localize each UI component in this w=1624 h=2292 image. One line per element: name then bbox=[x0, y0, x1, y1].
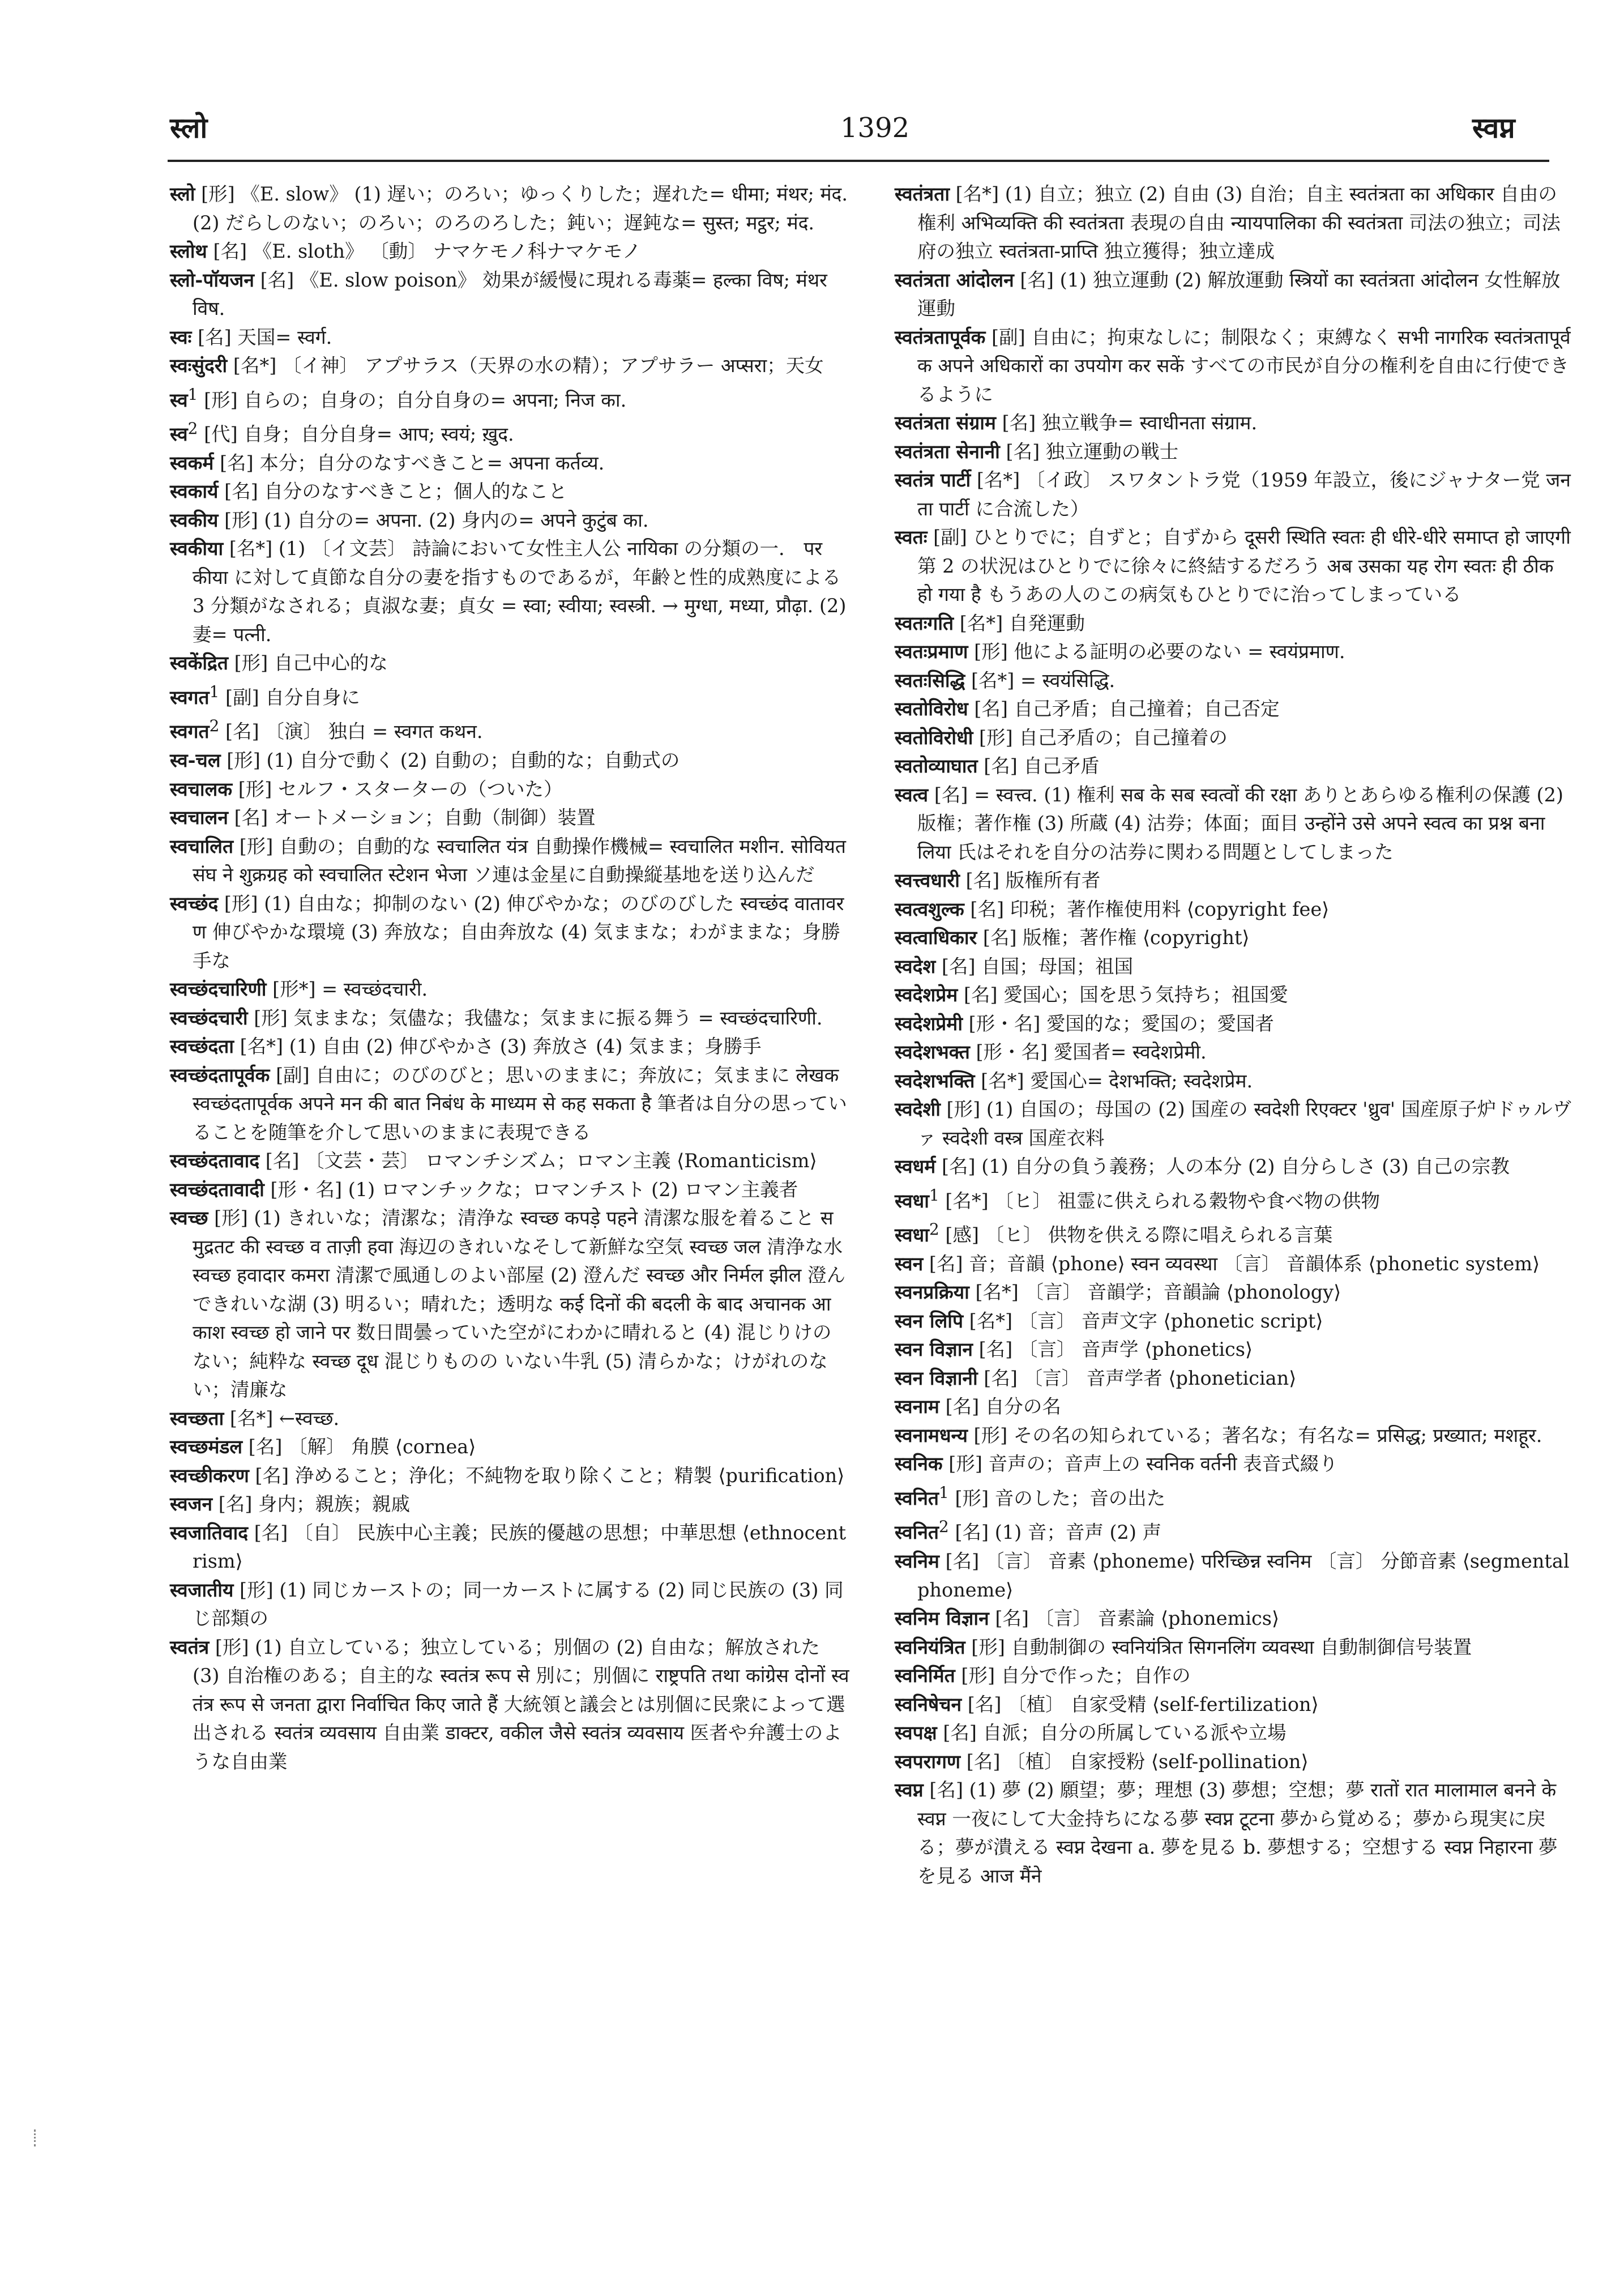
dictionary-entry bbox=[170, 506, 849, 535]
entry-definition: [名] 独立運動の戦士 bbox=[999, 440, 1179, 463]
entry-headword: स्वच्छीकरण bbox=[170, 1464, 249, 1487]
entry-definition: [形] (1) きれいな；清潔な；清浄な स्वच्छ कपड़े पहने 清潔な服を着ること समुद्रतट की स्वच्छ व ताज़ी हवा 海辺のきれいなそして新鮮な空気 स्वच्छ जल 清浄な水 स्वच्छ हवादार कमरा 清潔で風通しのよい部屋 (2) 澄んだ स्वच्छ और निर्मल झील 澄んできれいな湖 (3) 明るい；晴れた；透明な कई दिनों की बदली के बाद अचानक आकाश स्वच्छ हो जाने पर 数日間曇っていた空がにわかに晴れると (4) 混じりけのない；純粋な स्वच्छ दूध 混じりものの いない牛乳 (5) 清らかな；けがれのない；清廉な bbox=[193, 1207, 845, 1401]
dictionary-entry bbox=[170, 775, 849, 804]
dictionary-entry bbox=[170, 237, 849, 266]
entry-definition: [名] 版権所有者 bbox=[959, 869, 1101, 891]
entry-definition: [名] 自派；自分の所属している派や立場 bbox=[937, 1722, 1287, 1744]
dictionary-entry bbox=[170, 266, 849, 323]
entry-definition: [名] 浄めること；浄化；不純物を取り除くこと；精製 ⟨purification⟩ bbox=[249, 1464, 845, 1487]
dictionary-entry bbox=[170, 1004, 849, 1033]
entry-definition: [名] (1) 独立運動 (2) 解放運動 स्त्रियों का स्वतंत्रता आंदोलन 女性解放運動 bbox=[917, 268, 1561, 319]
entry-definition: [名*] 〔言〕 音声文字 ⟨phonetic script⟩ bbox=[963, 1309, 1323, 1332]
dictionary-entry bbox=[895, 1095, 1574, 1153]
entry-headword: स्वजातीय bbox=[170, 1578, 234, 1601]
entry-definition: [形] 自分で作った；自作の bbox=[955, 1664, 1191, 1687]
entry-headword: स्वन लिपि bbox=[895, 1309, 964, 1332]
entry-headword: स्वदेशी bbox=[895, 1098, 941, 1120]
entry-definition: [形] 気ままな；気儘な；我儘な；気ままに振る舞う = स्वच्छंदचारिणी. bbox=[247, 1006, 823, 1029]
entry-definition: [名] 〔言〕 音声学者 ⟨phonetician⟩ bbox=[977, 1367, 1297, 1389]
entry-headword: स्वधा bbox=[895, 1224, 929, 1247]
dictionary-entry bbox=[895, 609, 1574, 638]
dictionary-entry bbox=[895, 781, 1574, 867]
entry-definition: [名] 自分の名 bbox=[939, 1395, 1061, 1418]
entry-headword: स्वतःगति bbox=[895, 612, 954, 634]
entry-headword: स्वःसुंदरी bbox=[170, 355, 228, 377]
entry-definition: [名] 〔文芸・芸〕 ロマンチシズム；ロマン主義 ⟨Romanticism⟩ bbox=[259, 1150, 817, 1172]
entry-headword: स्वचालन bbox=[170, 806, 228, 829]
entry-headword: स्वच्छंदता bbox=[170, 1035, 234, 1058]
entry-definition: [副] ひとりでに；自ずと；自ずから दूसरी स्थिति स्वतः ही धीरे-धीरे समाप्त हो जाएगी 第 2 の状況はひとりでに徐々に終結するだろう अब उसका यह रोग स्वतः ही ठीक हो गया है もうあの人のこの病気もひとりでに治ってしまっている bbox=[917, 526, 1571, 605]
dictionary-entry bbox=[895, 724, 1574, 753]
entry-definition: [名] 音；音韻 ⟨phone⟩ स्वन व्यवस्था 〔言〕 音韻体系 ⟨phonetic system⟩ bbox=[923, 1252, 1540, 1275]
entry-headword: स्वदेशभक्ति bbox=[895, 1069, 975, 1092]
dictionary-entry bbox=[895, 1215, 1574, 1250]
dictionary-entry bbox=[170, 975, 849, 1004]
margin-mark bbox=[34, 2129, 42, 2146]
dictionary-entry bbox=[895, 1181, 1574, 1216]
entry-headword: स्वकीय bbox=[170, 509, 219, 531]
page-number: 1392 bbox=[840, 112, 910, 144]
dictionary-entry bbox=[170, 890, 849, 976]
entry-headword: स्वदेशप्रेम bbox=[895, 984, 958, 1006]
running-head-left: स्लो bbox=[170, 111, 208, 144]
entry-headword: स्वतोविरोध bbox=[895, 698, 968, 720]
entry-headword: स्वचालक bbox=[170, 778, 233, 800]
entry-definition: [名*] (1) 〔イ文芸〕 詩論において女性主人公 नायिका の分類の一． परकीया に対して貞節な自分の妻を指すものであるが，年齢と性的成熟度による 3 分類がなされる；貞淑な妻；貞女 = स्वा; स्वीया; स्वस्त्री. → मुग्धा, मध्या, प्रौढ़ा. (2) 妻= पत्नी. bbox=[193, 537, 847, 646]
entry-definition: [名*] 〔ヒ〕 祖霊に供えられる穀物や食べ物の供物 bbox=[939, 1189, 1381, 1212]
entry-definition: [名] 〔演〕 独白 = स्वगत कथन. bbox=[219, 720, 483, 743]
entry-definition: [代] 自身；自分自身= आप; स्वयं; ख़ुद. bbox=[198, 423, 514, 446]
entry-definition: [名] 〔言〕 音声学 ⟨phonetics⟩ bbox=[972, 1338, 1253, 1361]
entry-headword: स्वजातिवाद bbox=[170, 1521, 249, 1544]
entry-definition: [形] 《E. slow》 (1) 遅い；のろい；ゆっくりした；遅れた= धीमा; मंथर; मंद. (2) だらしのない；のろい；のろのろした；鈍い；遅鈍な= सुस्त; मट्ठर; मंद. bbox=[193, 183, 848, 234]
entry-headword: स्वनित bbox=[895, 1521, 939, 1544]
entry-headword: स्व bbox=[170, 423, 188, 446]
entry-definition: [名] 身内；親族；親戚 bbox=[212, 1493, 411, 1516]
entry-definition: [名*] 自発運動 bbox=[954, 612, 1085, 634]
entry-headword: स्वच्छता bbox=[170, 1407, 224, 1429]
dictionary-entry bbox=[895, 638, 1574, 667]
dictionary-entry bbox=[170, 352, 849, 381]
entry-headword: स्वतोविरोधी bbox=[895, 726, 973, 749]
entry-headword: स्वनित bbox=[895, 1487, 939, 1509]
entry-headword: स्वच्छमंडल bbox=[170, 1436, 243, 1458]
entry-definition: [名*] 〔イ政〕 スワタントラ党（1959 年設立，後にジャナター党 जनता पार्टी に合流した） bbox=[917, 469, 1571, 520]
entry-definition: [名] 自分のなすべきこと；個人的なこと bbox=[218, 480, 567, 503]
dictionary-entry bbox=[895, 1422, 1574, 1450]
dictionary-entry bbox=[895, 1633, 1574, 1662]
entry-definition: [形] 自動の；自動的な स्वचालित यंत्र 自動操作機械= स्वचालित मशीन. सोवियत संघ ने शुक्रग्रह को स्वचालित स्टेशन भेजा ソ連は金星に自動操縦基地を送り込んだ bbox=[193, 835, 846, 886]
entry-headword: स्वच्छंदचारी bbox=[170, 1006, 248, 1029]
entry-headword: स्वकार्य bbox=[170, 480, 219, 503]
entry-definition: [形] (1) 自分の= अपना. (2) 身内の= अपने कुटुंब का. bbox=[218, 509, 649, 531]
entry-headword: स्वन विज्ञान bbox=[895, 1338, 973, 1361]
dictionary-entry bbox=[895, 466, 1574, 523]
dictionary-entry bbox=[170, 477, 849, 506]
dictionary-entry bbox=[895, 1010, 1574, 1039]
entry-definition: [名] 〔解〕 角膜 ⟨cornea⟩ bbox=[242, 1436, 476, 1458]
entry-headword: स्वनिषेचन bbox=[895, 1693, 962, 1715]
entry-headword: स्वनप्रक्रिया bbox=[895, 1281, 969, 1304]
entry-definition: [名] 〔言〕 音素論 ⟨phonemics⟩ bbox=[989, 1607, 1280, 1630]
homograph-number: 1 bbox=[929, 1185, 939, 1205]
dictionary-entry bbox=[170, 535, 849, 649]
entry-definition: [名] 自己矛盾 bbox=[977, 755, 1100, 777]
entry-headword: स्वतंत्रता आंदोलन bbox=[895, 268, 1014, 291]
dictionary-entry bbox=[170, 833, 849, 890]
right-column bbox=[895, 180, 1574, 1890]
entry-headword: स्वनामधन्य bbox=[895, 1424, 968, 1446]
homograph-number: 2 bbox=[929, 1220, 939, 1239]
dictionary-entry bbox=[895, 695, 1574, 724]
entry-definition: [名*] 愛国心= देशभक्ति; स्वदेशप्रेम. bbox=[975, 1069, 1253, 1092]
dictionary-entry bbox=[895, 867, 1574, 895]
entry-headword: स्लो-पॉयजन bbox=[170, 268, 254, 291]
entry-definition: [名] 版権；著作権 ⟨copyright⟩ bbox=[977, 927, 1250, 949]
entry-definition: [名] 愛国心；国を思う気持ち；祖国愛 bbox=[958, 984, 1288, 1006]
entry-headword: स्वच्छंद bbox=[170, 892, 219, 915]
entry-definition: [形] 音声の；音声上の स्वनिक वर्तनी 表音式綴り bbox=[942, 1453, 1338, 1475]
dictionary-entry bbox=[895, 180, 1574, 266]
entry-headword: स्वच्छंदचारिणी bbox=[170, 978, 267, 1001]
dictionary-entry bbox=[895, 1038, 1574, 1067]
entry-definition: [名] 本分；自分のなすべきこと= अपना कर्तव्य. bbox=[213, 451, 605, 474]
entry-definition: [名] 独立戦争= स्वाधीनता संग्राम. bbox=[995, 412, 1258, 434]
entry-definition: [形] (1) 自立している；独立している；別個の (2) 自由な；解放された (3) 自治権のある；自主的な स्वतंत्र रूप से 別に；別個に राष्ट्रपति तथा कांग्रेस दोनों स्वतंत्र रूप से जनता द्वारा निर्वाचित किए जाते हैं 大統領と議会とは別個に民衆によって選出される स्वतंत्र व्यवसाय 自由業 डाक्टर, वकील जैसे स्वतंत्र व्यवसाय 医者や弁護士のような自由業 bbox=[193, 1636, 849, 1773]
entry-definition: [形] 自己中心的な bbox=[228, 652, 388, 675]
entry-definition: [名] (1) 音；音声 (2) 声 bbox=[948, 1521, 1162, 1544]
dictionary-entry bbox=[895, 438, 1574, 467]
entry-definition: [副] 自由に；のびのびと；思いのままに；奔放に；気ままに लेखक स्वच्छंदतापूर्वक अपने मन की बात निबंध के माध्यम से कह सकता है 筆者は自分の思っていることを随筆を介して思いのままに表現できる bbox=[193, 1064, 847, 1143]
entry-definition: [名] (1) 夢 (2) 願望；夢；理想 (3) 夢想；空想；夢 रातों रात मालामाल बनने के स्वप्न 一夜にして大金持ちになる夢 स्वप्न टूटना 夢から覚める；夢から現実に戻る；夢が潰える स्वप्न देखना a. 夢を見る b. 夢想する；空想する स्वप्न निहारना 夢を見る आज मैंने bbox=[917, 1779, 1558, 1887]
dictionary-entry bbox=[895, 1393, 1574, 1422]
entry-definition: [形・名] (1) ロマンチックな；ロマンチスト (2) ロマン主義者 bbox=[264, 1178, 798, 1201]
dictionary-entry bbox=[170, 804, 849, 833]
entry-headword: स्वः bbox=[170, 326, 192, 348]
dictionary-entry bbox=[170, 1576, 849, 1633]
entry-headword: स्वदेशप्रेमी bbox=[895, 1012, 963, 1035]
dictionary-entry bbox=[895, 752, 1574, 781]
homograph-number: 2 bbox=[209, 716, 220, 736]
entry-headword: स्वत्वाधिकार bbox=[895, 927, 977, 949]
entry-headword: स्वपक्ष bbox=[895, 1722, 937, 1744]
entry-definition: [名*] ←स्वच्छ. bbox=[224, 1407, 340, 1429]
entry-headword: स्वतंत्रतापूर्वक bbox=[895, 326, 986, 348]
entry-headword: स्वतंत्रता bbox=[895, 183, 950, 205]
entry-definition: [名] 印税；著作権使用料 ⟨copyright fee⟩ bbox=[964, 898, 1330, 920]
dictionary-entry bbox=[170, 323, 849, 352]
entry-headword: स्वच्छंदतापूर्वक bbox=[170, 1064, 270, 1086]
entry-headword: स्वकीया bbox=[170, 537, 224, 560]
dictionary-entry bbox=[170, 381, 849, 415]
entry-headword: स्वतंत्रता संग्राम bbox=[895, 412, 996, 434]
entry-headword: स्वधर्म bbox=[895, 1155, 936, 1177]
entry-definition: [名*] 〔イ神〕 アプサラス（天界の水の精）；アプサラー अप्सरा；天女 bbox=[227, 355, 824, 377]
dictionary-entry bbox=[895, 895, 1574, 924]
entry-headword: स्वतंत्रता सेनानी bbox=[895, 440, 1000, 463]
entry-headword: स्वतःप्रमाण bbox=[895, 641, 968, 663]
entry-headword: स्लो bbox=[170, 183, 195, 205]
entry-definition: [形・名] 愛国的な；愛国の；愛国者 bbox=[963, 1012, 1274, 1035]
dictionary-entry bbox=[895, 1662, 1574, 1691]
dictionary-entry bbox=[895, 1604, 1574, 1633]
entry-definition: [形] 音のした；音の出た bbox=[948, 1487, 1166, 1509]
dictionary-entry bbox=[170, 449, 849, 478]
entry-headword: स्वतःसिद्धि bbox=[895, 669, 965, 692]
entry-definition: [形] 自らの；自身の；自分自身の= अपना; निज का. bbox=[198, 389, 627, 411]
homograph-number: 1 bbox=[939, 1483, 949, 1502]
entry-definition: [形・名] 愛国者= स्वदेशप्रेमी. bbox=[969, 1041, 1207, 1063]
entry-definition: [名] オートメーション；自動（制御）装置 bbox=[228, 806, 596, 829]
dictionary-entry bbox=[895, 523, 1574, 609]
entry-definition: [名] 自国；母国；祖国 bbox=[935, 955, 1134, 978]
entry-headword: स्वगत bbox=[170, 686, 210, 708]
dictionary-entry bbox=[895, 266, 1574, 323]
entry-headword: स्वनियंत्रित bbox=[895, 1636, 965, 1658]
dictionary-entry bbox=[895, 1776, 1574, 1890]
dictionary-entry bbox=[895, 1067, 1574, 1096]
entry-definition: [名] 〔植〕 自家受精 ⟨self-fertilization⟩ bbox=[961, 1693, 1319, 1715]
entry-headword: स्वत्व bbox=[895, 783, 929, 806]
homograph-number: 1 bbox=[209, 682, 220, 701]
dictionary-entry bbox=[895, 1307, 1574, 1336]
homograph-number: 1 bbox=[187, 385, 198, 404]
entry-definition: [名] 〔自〕 民族中心主義；民族的優越の思想；中華思想 ⟨ethnocentrism⟩ bbox=[193, 1521, 847, 1573]
entry-headword: स्वत्वशुल्क bbox=[895, 898, 964, 920]
entry-headword: स्वधा bbox=[895, 1189, 929, 1212]
entry-headword: स्वतंत्र bbox=[170, 1636, 210, 1658]
dictionary-entry bbox=[170, 1204, 849, 1405]
entry-headword: स्वपरागण bbox=[895, 1750, 961, 1773]
entry-headword: स्वतः bbox=[895, 526, 928, 548]
header-rule bbox=[168, 160, 1549, 162]
entry-definition: [名] (1) 自分の負う義務；人の本分 (2) 自分らしさ (3) 自己の宗教 bbox=[935, 1155, 1510, 1177]
entry-definition: [形] 他による証明の必要のない = स्वयंप्रमाण. bbox=[968, 641, 1345, 663]
entry-definition: [名*] = स्वयंसिद्धि. bbox=[965, 669, 1116, 692]
dictionary-entry bbox=[895, 1335, 1574, 1364]
dictionary-entry bbox=[170, 1433, 849, 1462]
homograph-number: 2 bbox=[187, 419, 198, 438]
entry-definition: [名*] (1) 自立；独立 (2) 自由 (3) 自治；自主 स्वतंत्रता का अधिकार 自由の権利 अभिव्यक्ति की स्वतंत्रता 表現の自由 न्यायपालिका की स्वतंत्रता 司法の独立；司法府の独立 स्वतंत्रता-प्राप्ति 独立獲得；独立達成 bbox=[917, 183, 1561, 262]
entry-definition: [名] 天国= स्वर्ग. bbox=[191, 326, 332, 348]
entry-definition: [形] (1) 自国の；母国の (2) 国産の स्वदेशी रिएक्टर 'ध्रुव' 国産原子炉ドゥルヴァ स्वदेशी वस्त्र 国産衣料 bbox=[917, 1098, 1572, 1149]
homograph-number: 2 bbox=[939, 1517, 949, 1536]
entry-definition: [名*] (1) 自由 (2) 伸びやかさ (3) 奔放さ (4) 気まま；身勝手 bbox=[234, 1035, 762, 1058]
entry-definition: [形] (1) 自由な；抑制のない (2) 伸びやかな；のびのびした स्वच्छंद वातावरण 伸びやかな環境 (3) 奔放な；自由奔放な (4) 気ままな；わがままな；身勝手な bbox=[193, 892, 844, 972]
entry-definition: [名] 〔植〕 自家授粉 ⟨self-pollination⟩ bbox=[960, 1750, 1309, 1773]
running-head-right: स्वप्न bbox=[1472, 111, 1515, 144]
entry-definition: [副] 自由に；拘束なしに；制限なく；束縛なく सभी नागरिक स्वतंत्रतापूर्वक अपने अधिकारों का उपयोग कर सकें すべての市民が自分の権利を自由に行使できるように bbox=[917, 326, 1571, 406]
entry-definition: [名] 〔言〕 音素 ⟨phoneme⟩ परिच्छिन्न स्वनिम 〔言〕 分節音素 ⟨segmental phoneme⟩ bbox=[917, 1550, 1570, 1601]
entry-headword: स्वचालित bbox=[170, 835, 234, 857]
entry-headword: स्वनिक bbox=[895, 1453, 943, 1475]
entry-headword: स्व-चल bbox=[170, 749, 221, 772]
entry-definition: [形] セルフ・スターターの（ついた） bbox=[232, 778, 563, 800]
entry-headword: स्वकर्म bbox=[170, 451, 214, 474]
entry-headword: स्लोथ bbox=[170, 240, 207, 262]
dictionary-entry bbox=[170, 712, 849, 746]
dictionary-entry bbox=[170, 678, 849, 712]
dictionary-entry bbox=[895, 1250, 1574, 1279]
entry-headword: स्वजन bbox=[170, 1493, 213, 1516]
dictionary-entry bbox=[170, 1061, 849, 1147]
dictionary-entry bbox=[170, 1490, 849, 1519]
entry-definition: [名] 自己矛盾；自己撞着；自己否定 bbox=[968, 698, 1280, 720]
entry-headword: स्वनिम bbox=[895, 1550, 939, 1573]
left-column bbox=[170, 180, 849, 1776]
entry-headword: स्वनिर्मित bbox=[895, 1664, 955, 1687]
dictionary-entry bbox=[170, 1519, 849, 1576]
dictionary-entry bbox=[170, 180, 849, 237]
entry-headword: स्वतंत्र पार्टी bbox=[895, 469, 971, 491]
dictionary-entry bbox=[895, 1719, 1574, 1748]
dictionary-entry bbox=[170, 1405, 849, 1433]
entry-definition: [副] 自分自身に bbox=[219, 686, 360, 708]
entry-definition: [感] 〔ヒ〕 供物を供える際に唱えられる言葉 bbox=[939, 1224, 1333, 1247]
dictionary-entry bbox=[895, 1450, 1574, 1479]
entry-definition: [形] 自動制御の स्वनियंत्रित सिगनलिंग व्यवस्था 自動制御信号装置 bbox=[965, 1636, 1472, 1658]
entry-headword: स्वच्छंदतावाद bbox=[170, 1150, 260, 1172]
entry-headword: स्वन bbox=[895, 1252, 924, 1275]
entry-headword: स्वन विज्ञानी bbox=[895, 1367, 978, 1389]
entry-definition: [名] = स्वत्त्व. (1) 権利 सब के सब स्वत्वों की रक्षा ありとあらゆる権利の保護 (2) 版権；著作権 (3) 所蔵 (4) 沽券；体面；面目 उन्होंने उसे अपने स्वत्व का प्रश्न बना लिया 氏はそれを自分の沽券に関わる問題としてしまった bbox=[917, 783, 1563, 863]
entry-headword: स्वच्छ bbox=[170, 1207, 208, 1230]
entry-headword: स्वगत bbox=[170, 720, 210, 743]
dictionary-entry bbox=[895, 1364, 1574, 1393]
entry-definition: [形] 自己矛盾の；自己撞着の bbox=[973, 726, 1228, 749]
entry-headword: स्वच्छंदतावादी bbox=[170, 1178, 264, 1201]
entry-headword: स्वतोव्याघात bbox=[895, 755, 978, 777]
dictionary-entry bbox=[170, 1032, 849, 1061]
dictionary-entry bbox=[895, 1547, 1574, 1604]
dictionary-entry bbox=[170, 1176, 849, 1205]
dictionary-entry bbox=[895, 1153, 1574, 1181]
entry-headword: स्वनाम bbox=[895, 1395, 939, 1418]
dictionary-entry bbox=[170, 415, 849, 449]
dictionary-entry bbox=[170, 1462, 849, 1491]
dictionary-entry bbox=[895, 667, 1574, 695]
entry-headword: स्वप्न bbox=[895, 1779, 924, 1802]
entry-headword: स्वदेश bbox=[895, 955, 936, 978]
entry-definition: [形] (1) 同じカーストの；同一カーストに属する (2) 同じ民族の (3) 同じ部類の bbox=[193, 1578, 844, 1630]
dictionary-entry bbox=[170, 746, 849, 775]
dictionary-entry bbox=[895, 1513, 1574, 1547]
entry-definition: [形*] = स्वच्छंदचारी. bbox=[266, 978, 428, 1001]
entry-headword: स्व bbox=[170, 389, 188, 411]
dictionary-entry bbox=[895, 323, 1574, 409]
entry-definition: [形] (1) 自分で動く (2) 自動の；自動的な；自動式の bbox=[220, 749, 680, 772]
dictionary-entry bbox=[895, 1691, 1574, 1719]
dictionary-entry bbox=[895, 924, 1574, 953]
entry-headword: स्वदेशभक्त bbox=[895, 1041, 970, 1063]
dictionary-entry bbox=[170, 1147, 849, 1176]
dictionary-entry bbox=[895, 1278, 1574, 1307]
entry-headword: स्वकेंद्रित bbox=[170, 652, 228, 675]
dictionary-entry bbox=[170, 649, 849, 678]
entry-definition: [形] その名の知られている；著名な；有名な= प्रसिद्ध; प्रख्यात; मशहूर. bbox=[967, 1424, 1542, 1446]
entry-definition: [名*] 〔言〕 音韻学；音韻論 ⟨phonology⟩ bbox=[969, 1281, 1341, 1304]
dictionary-entry bbox=[170, 1633, 849, 1777]
entry-headword: स्वत्त्वधारी bbox=[895, 869, 960, 891]
dictionary-entry bbox=[895, 409, 1574, 438]
entry-headword: स्वनिम विज्ञान bbox=[895, 1607, 989, 1630]
dictionary-entry bbox=[895, 1748, 1574, 1777]
dictionary-entry bbox=[895, 1479, 1574, 1513]
entry-definition: [名] 《E. slow poison》 効果が緩慢に現れる毒薬= हल्का विष; मंथर विष. bbox=[193, 268, 827, 319]
page-header bbox=[0, 108, 1624, 164]
dictionary-entry bbox=[895, 981, 1574, 1010]
entry-definition: [名] 《E. sloth》 〔動〕 ナマケモノ科ナマケモノ bbox=[207, 240, 642, 262]
dictionary-entry bbox=[895, 953, 1574, 981]
